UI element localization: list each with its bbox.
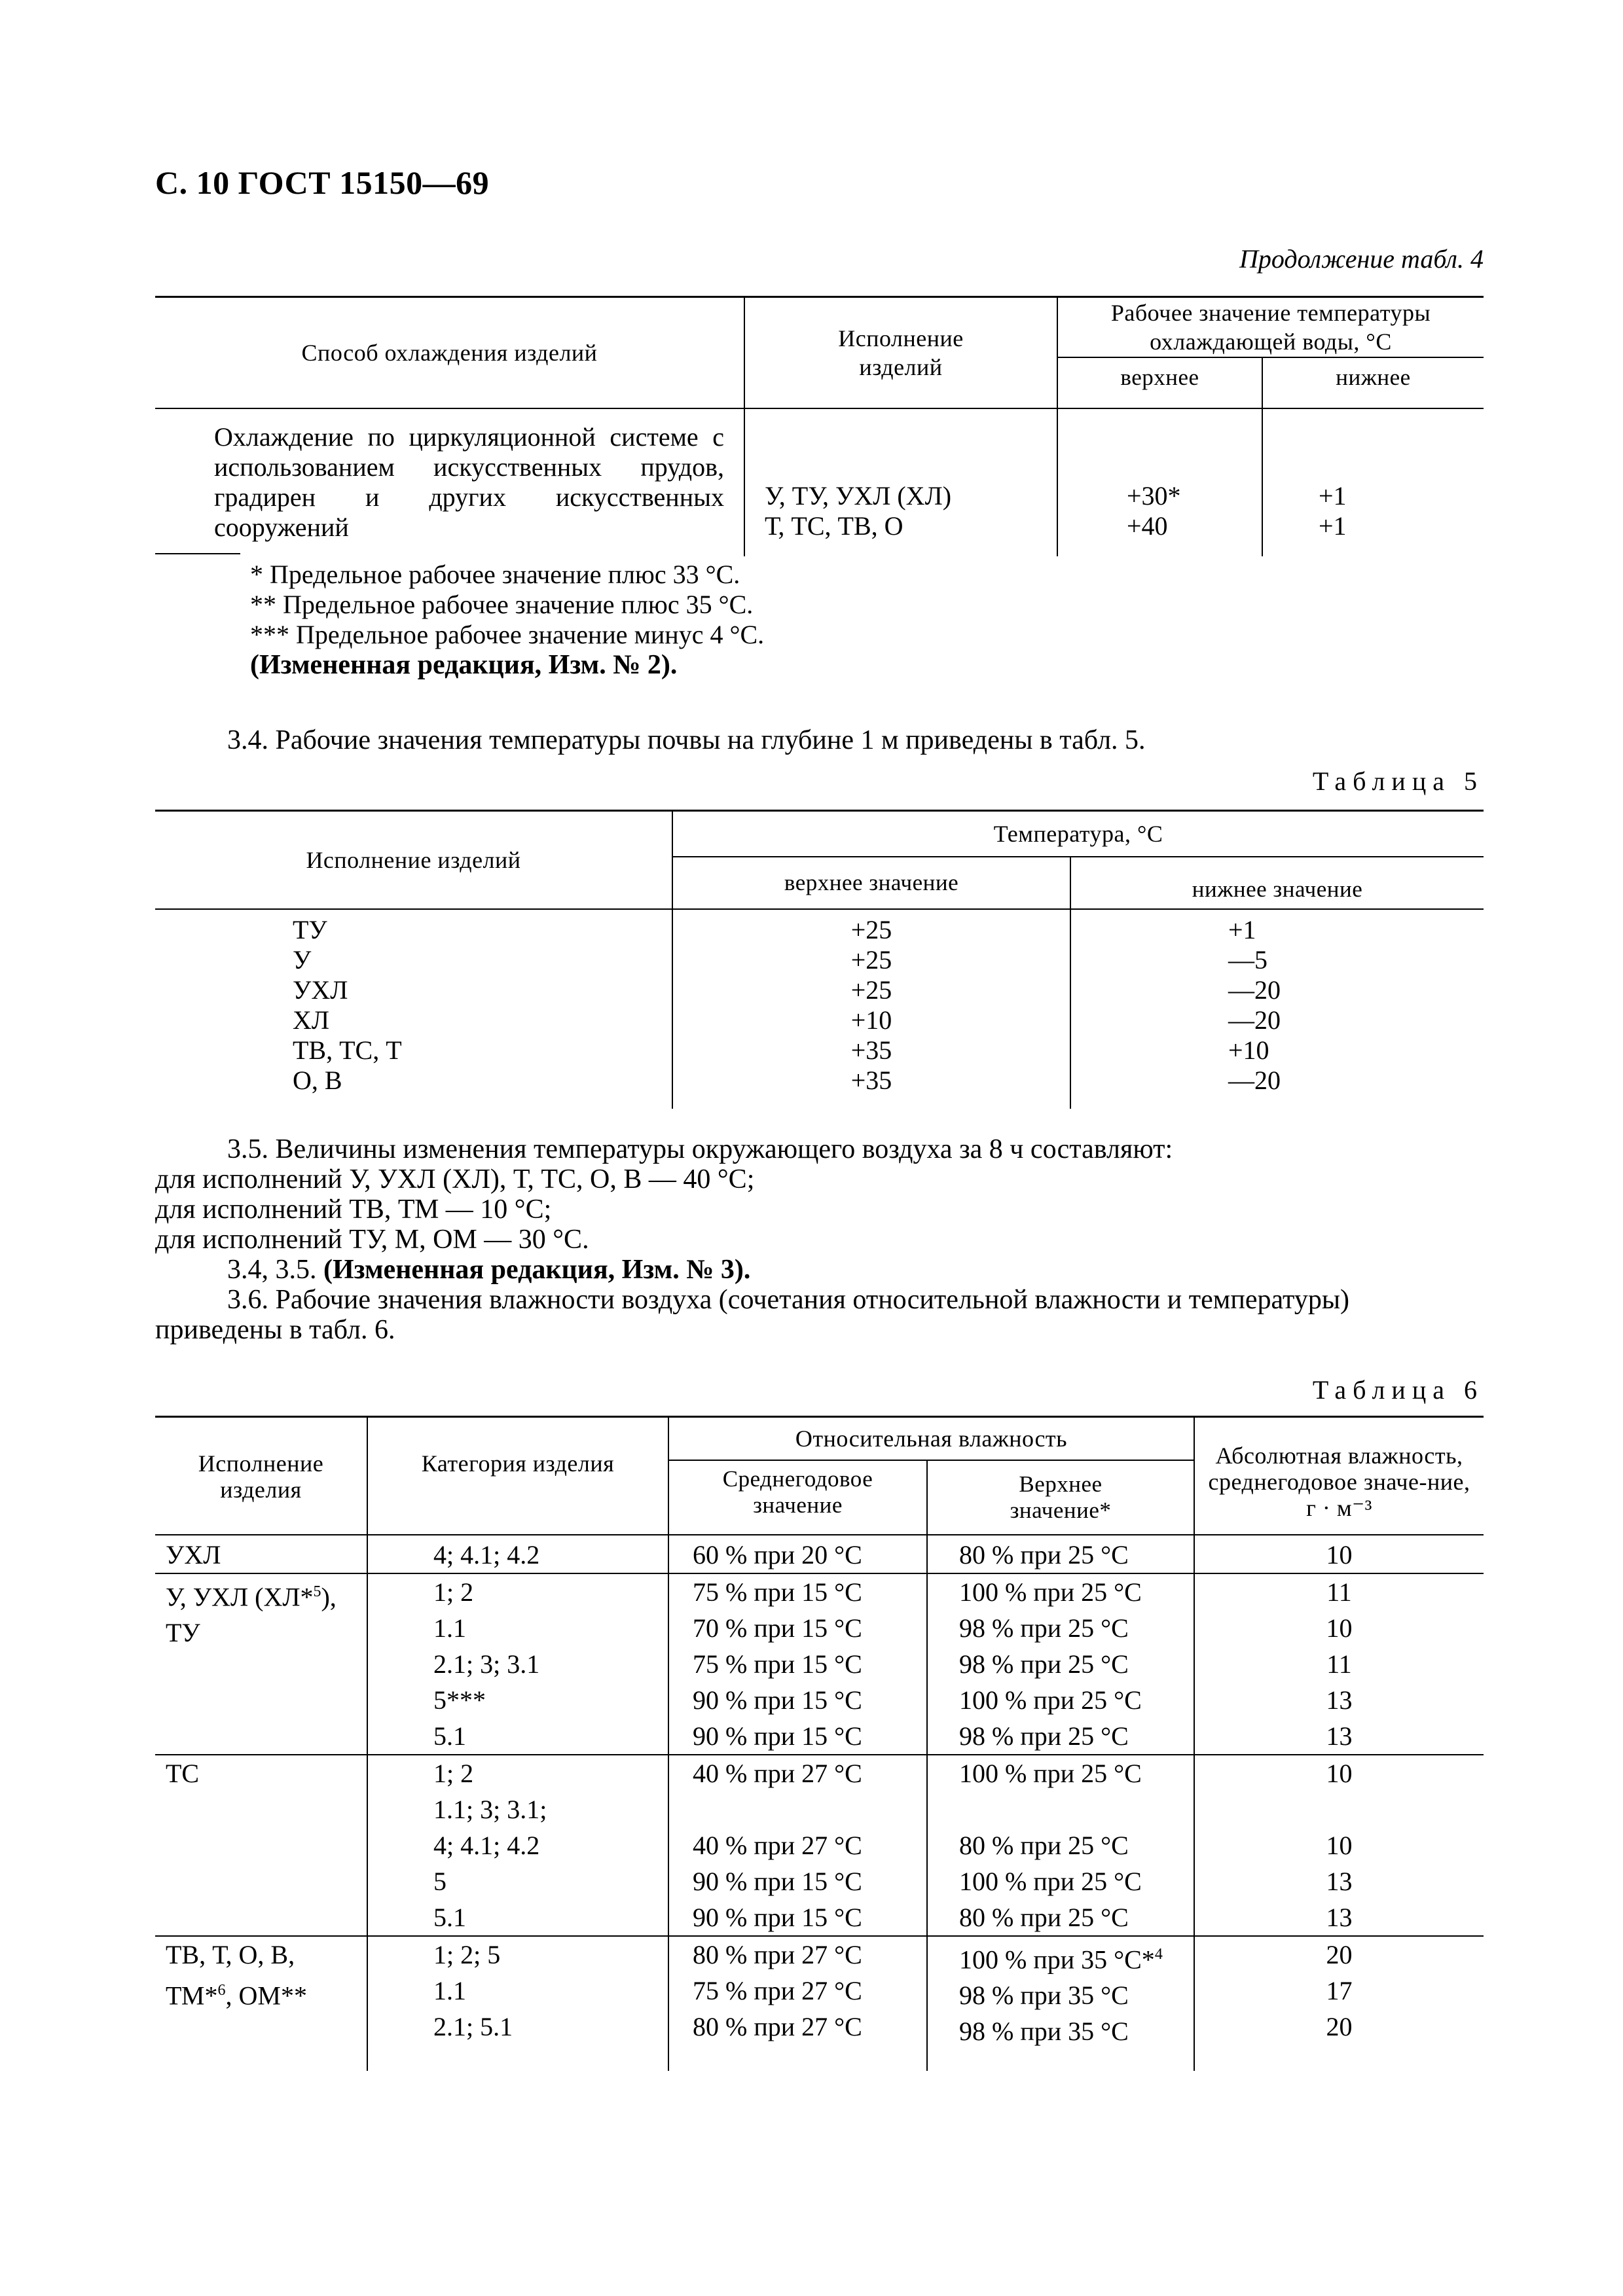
t6-exec-text: У, УХЛ (ХЛ*$^5$), ТУ [166, 1582, 337, 1648]
p35-line-3: для исполнений ТВ, ТМ — 10 °С; [155, 1194, 552, 1225]
t6-abs-row: 17 [1326, 1976, 1353, 2005]
t6-avg-row: 80 % при 27 °С [693, 2012, 862, 2041]
t4-header-exec: Исполнение изделий [744, 297, 1057, 409]
t5-header-lower: нижнее значение [1070, 857, 1484, 909]
t6-up-row: 80 % при 25 °С [959, 1903, 1129, 1932]
t6-abs-row: 13 [1326, 1903, 1353, 1932]
t4-header-temp: Рабочее значение температуры охлаждающей воды, °С [1057, 297, 1484, 358]
table4-footnotes [155, 553, 764, 680]
t5-exec-row: У [293, 945, 312, 975]
t6-abs-row: 11 [1326, 1577, 1352, 1607]
t5-lower-row: +1 [1228, 915, 1256, 944]
t6-abs-col [1194, 1936, 1484, 2071]
t5-lower-row: —20 [1228, 975, 1281, 1005]
t6-up-row-empty [959, 1791, 1194, 1827]
t6-exec-text: ТВ, Т, О, В, ТМ*$^6$, ОМ** [166, 1940, 307, 2011]
t4-lower-row: +1 [1319, 511, 1347, 541]
table5-caption: Таблица 5 [1312, 766, 1484, 796]
t6-exec-cell: УХЛ [155, 1535, 367, 1573]
edit-note-2: (Измененная редакция, Изм. № 2). [250, 650, 678, 680]
t5-lower-row: —20 [1228, 1066, 1281, 1095]
t6-avg-row: 80 % при 27 °С [693, 1940, 862, 1969]
t5-upper-col [672, 909, 1070, 1109]
p36-line-2: приведены в табл. 6. [155, 1315, 395, 1345]
t5-lower-row: —20 [1228, 1005, 1281, 1035]
t4-upper-row: +30* [1127, 481, 1181, 511]
t6-up-row: 100 % при 25 °С [959, 1867, 1142, 1896]
t6-cat-col [367, 1755, 668, 1936]
t6-abs-col [1194, 1573, 1484, 1755]
table5 [155, 810, 1484, 1109]
t6-up-col [927, 1573, 1194, 1755]
t6-cat-row: 5*** [433, 1685, 486, 1715]
t6-avg-row: 90 % при 15 °С [693, 1685, 862, 1715]
t6-cat-col [367, 1936, 668, 2071]
t5-exec-col [155, 909, 672, 1109]
t4-exec-row: Т, ТС, ТВ, О [765, 511, 903, 541]
t5-upper-row: +25 [850, 945, 892, 975]
t5-lower-row: +10 [1228, 1035, 1269, 1065]
t6-avg-row: 40 % при 27 °С [693, 1759, 862, 1788]
t6-avg-row: 90 % при 15 °С [693, 1721, 862, 1751]
t6-avg-row: 90 % при 15 °С [693, 1867, 862, 1896]
t6-cat-cell: 4; 4.1; 4.2 [367, 1535, 668, 1573]
t5-exec-row: О, В [293, 1066, 342, 1095]
t6-up-row: 98 % при 25 °С [959, 1649, 1129, 1679]
t4-upper-cell [1057, 408, 1262, 556]
t6-cat-row: 1; 2 [433, 1759, 474, 1788]
t6-up-cell: 80 % при 25 °С [927, 1535, 1194, 1573]
t6-avg-col [668, 1573, 927, 1755]
t6-up-row: 98 % при 35 °С [959, 1981, 1129, 2011]
t6-header-avg: Среднегодовое значение [668, 1460, 927, 1535]
t6-cat-row: 2.1; 3; 3.1 [433, 1649, 540, 1679]
paragraph-3-4 [155, 725, 1484, 755]
paragraph-3-4-text: 3.4. Рабочие значения температуры почвы на глубине 1 м приведены в табл. 5. [227, 725, 1146, 755]
t6-abs-col [1194, 1755, 1484, 1936]
t6-up-row: 98 % при 25 °С [959, 1613, 1129, 1643]
t6-up-row: 100 % при 25 °С [959, 1685, 1142, 1715]
t4-header-lower: нижнее [1262, 357, 1484, 408]
t6-avg-row: 70 % при 15 °С [693, 1613, 862, 1643]
t6-avg-cell: 60 % при 20 °С [668, 1535, 927, 1573]
t5-lower-row: —5 [1228, 945, 1267, 975]
table6-caption: Таблица 6 [1312, 1375, 1484, 1405]
t5-upper-row: +25 [850, 975, 892, 1005]
t6-up-row: 100 % при 25 °С [959, 1759, 1142, 1788]
t6-exec-cell [155, 1573, 367, 1755]
t4-lower-cell [1262, 408, 1484, 556]
footnote-rule [155, 553, 240, 554]
t6-cat-row: 1.1 [433, 1976, 466, 2005]
p35-line-1: 3.5. Величины изменения температуры окружающего воздуха за 8 ч составляют: [227, 1134, 1173, 1164]
t6-cat-row: 4; 4.1; 4.2 [433, 1831, 540, 1860]
t4-exec-cell [744, 408, 1057, 556]
p35-line-2: для исполнений У, УХЛ (ХЛ), Т, ТС, О, В — 40 °С; [155, 1164, 755, 1194]
t5-exec-row: ТУ [293, 915, 327, 944]
t6-abs-row: 13 [1326, 1721, 1353, 1751]
t6-up-row: 98 % при 35 °С [959, 2017, 1129, 2047]
t6-avg-row: 40 % при 27 °С [693, 1831, 862, 1860]
t4-method-cell: Охлаждение по циркуляционной системе с использованием искусственных прудов, градирен и других искусственных сооружений [155, 408, 744, 556]
t6-cat-row: 2.1; 5.1 [433, 2012, 513, 2041]
t6-avg-row: 75 % при 27 °С [693, 1976, 862, 2005]
t6-abs-row: 10 [1326, 1759, 1353, 1788]
footnote-1: * Предельное рабочее значение плюс 33 °С. [250, 560, 740, 589]
t6-abs-row: 11 [1326, 1649, 1352, 1679]
t6-up-row: 100 % при 35 °С*$^4$ [959, 1945, 1163, 1975]
p35-line-4: для исполнений ТУ, М, ОМ — 30 °С. [155, 1225, 589, 1255]
t4-upper-row: +40 [1127, 511, 1168, 541]
t6-avg-row: 75 % при 15 °С [693, 1577, 862, 1607]
p36-line-1: 3.6. Рабочие значения влажности воздуха (сочетания относительной влажности и температуры) [227, 1285, 1350, 1315]
t5-upper-row: +10 [850, 1005, 892, 1035]
t6-up-col [927, 1936, 1194, 2071]
t5-lower-col [1070, 909, 1484, 1109]
t6-up-row: 80 % при 25 °С [959, 1831, 1129, 1860]
t6-up-row: 100 % при 25 °С [959, 1577, 1142, 1607]
t4-header-upper: верхнее [1057, 357, 1262, 408]
t6-cat-row: 5 [433, 1867, 447, 1896]
t6-header-abs: Абсолютная влажность, среднегодовое значе-ние, г · м⁻³ [1194, 1417, 1484, 1535]
t5-upper-row: +35 [850, 1066, 892, 1095]
table4-continuation-label: Продолжение табл. 4 [1239, 244, 1484, 274]
t6-cat-col [367, 1573, 668, 1755]
p35-line-5 [155, 1255, 1484, 1285]
t6-up-col [927, 1755, 1194, 1936]
t6-abs-row-empty [1195, 1791, 1484, 1827]
t6-header-rel: Относительная влажность [668, 1417, 1194, 1461]
footnote-2: ** Предельное рабочее значение плюс 35 °С. [250, 590, 754, 619]
t5-header-temp: Температура, °С [672, 811, 1484, 857]
t6-avg-col [668, 1936, 927, 2071]
footnote-3: *** Предельное рабочее значение минус 4 °С. [250, 620, 765, 649]
t6-abs-row: 20 [1326, 1940, 1353, 1969]
t6-avg-col [668, 1755, 927, 1936]
t6-cat-row: 5.1 [433, 1721, 466, 1751]
t6-avg-row-empty [693, 1791, 926, 1827]
t6-abs-row: 10 [1326, 1613, 1353, 1643]
t6-abs-row: 10 [1326, 1831, 1353, 1860]
t5-upper-row: +35 [850, 1035, 892, 1065]
table4 [155, 296, 1484, 556]
t4-header-method: Способ охлаждения изделий [155, 297, 744, 409]
t6-cat-row: 5.1 [433, 1903, 466, 1932]
t6-cat-row: 1; 2; 5 [433, 1940, 501, 1969]
t6-abs-row: 13 [1326, 1685, 1353, 1715]
t6-avg-row: 75 % при 15 °С [693, 1649, 862, 1679]
t6-header-cat: Категория изделия [367, 1417, 668, 1535]
page-header: С. 10 ГОСТ 15150—69 [155, 164, 490, 201]
t5-exec-row: ХЛ [293, 1005, 330, 1035]
t5-header-upper: верхнее значение [672, 857, 1070, 909]
t6-cat-row: 1; 2 [433, 1577, 474, 1607]
paragraph-3-5 [155, 1134, 1484, 1345]
t6-up-row: 98 % при 25 °С [959, 1721, 1129, 1751]
t6-cat-row: 1.1 [433, 1613, 466, 1643]
t6-cat-row: 1.1; 3; 3.1; [433, 1795, 547, 1824]
t4-lower-row: +1 [1319, 481, 1347, 511]
t6-abs-cell: 10 [1326, 1540, 1353, 1570]
t6-exec-cell [155, 1936, 367, 2071]
table6 [155, 1416, 1484, 2071]
t6-exec-cell: ТС [155, 1755, 367, 1936]
p35-edit-prefix: 3.4, 3.5. [227, 1255, 323, 1285]
p35-edit-note: (Измененная редакция, Изм. № 3). [323, 1255, 751, 1285]
t6-header-exec: Исполнение изделия [155, 1417, 367, 1535]
t5-upper-row: +25 [850, 915, 892, 944]
t6-header-up: Верхнее значение* [927, 1460, 1194, 1535]
t6-abs-row: 20 [1326, 2012, 1353, 2041]
t6-avg-row: 90 % при 15 °С [693, 1903, 862, 1932]
t5-header-exec: Исполнение изделий [155, 811, 672, 910]
t4-exec-row: У, ТУ, УХЛ (ХЛ) [765, 481, 952, 511]
t6-abs-row: 13 [1326, 1867, 1353, 1896]
t5-exec-row: УХЛ [293, 975, 348, 1005]
t5-exec-row: ТВ, ТС, Т [293, 1035, 402, 1065]
